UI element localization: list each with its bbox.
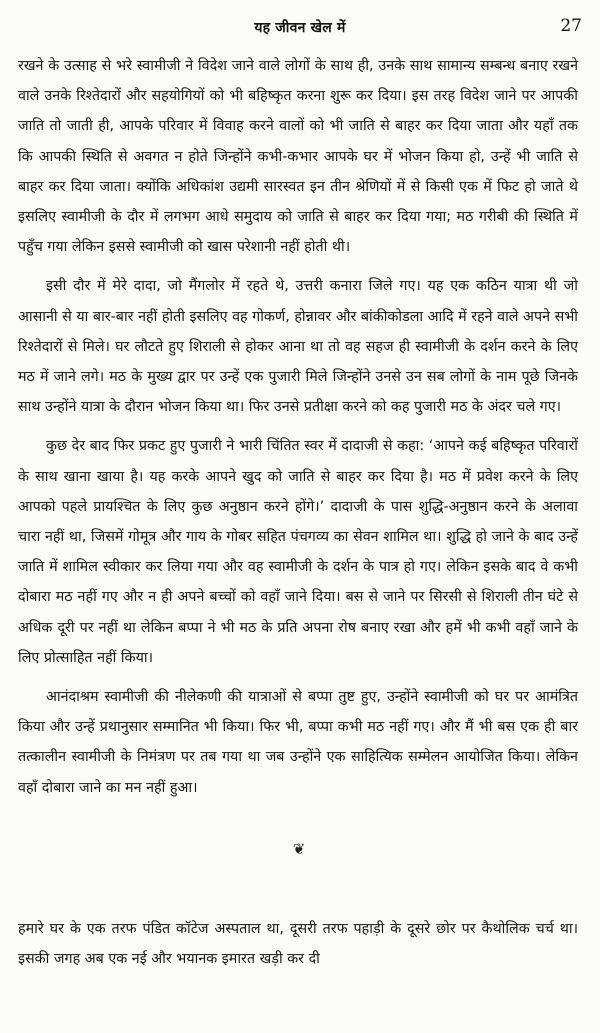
page-number: 27 (560, 16, 582, 36)
page-header (0, 18, 600, 46)
next-section-text (18, 914, 578, 974)
paragraph-2: इसी दौर में मेरे दादा, जो मैंगलोर में रहते थे, उत्तरी कनारा जिले गए। यह एक कठिन यात्रा थी जो आसानी से या बार-बार नहीं होती इसलिए वह गोकर्ण, होन्नावर और बांकीकोडला आदि में रहने वाले अपने सभी रिश्तेदारों से मिले। घर लौटते हुए शिराली से होकर आना था तो वह सहज ही स्वामीजी के दर्शन करने के लिए मठ में जाने लगे। मठ के मुख्य द्वार पर उन्हें एक पुजारी मिले जिन्होंने उनसे उन सब लोगों के नाम पूछे जिनके साथ उन्होंने यात्रा के दौरान भोजन किया था। फिर उनसे प्रतीक्षा करने को कह पुजारी मठ के अंदर चले गए। (18, 278, 578, 416)
body-text (18, 51, 578, 812)
paragraph-1: रखने के उत्साह से भरे स्वामीजी ने विदेश जाने वाले लोगों के साथ ही, उनके साथ सामान्य सम्बन्ध बनाए रखने वाले उनके रिश्तेदारों और सहयोगियों को भी बहिष्कृत करना शुरू कर दिया। इस तरह विदेश जाने पर आपकी जाति तो जाती ही, आपके परिवार में विवाह करने वालों को भी जाति से बाहर कर दिया जाता और यहाँ तक कि आपकी स्थिति से अवगत न होते जिन्होंने कभी-कभार आपके घर में भोजन किया हो, उन्हें भी जाति से बाहर कर दिया जाता। क्योंकि अधिकांश उद्यमी सारस्वत इन तीन श्रेणियों में से किसी एक में फिट हो जाते थे इसलिए स्वामीजी के दौर में लगभग आधे समुदाय को जाति से बाहर कर दिया गया; मठ गरीबी की स्थिति में पहुँच गया लेकिन इससे स्वामीजी को खास परेशानी नहीं होती थी। (18, 58, 578, 256)
running-title: यह जीवन खेल में (254, 20, 346, 36)
section-ornament-icon: ❦ (292, 840, 306, 858)
paragraph-3: कुछ देर बाद फिर प्रकट हुए पुजारी ने भारी चिंतित स्वर में दादाजी से कहा: ‘आपने कई बहिष्कृत परिवारों के साथ खाना खाया है। यह करके आपने खुद को जाति से बाहर कर दिया है। मठ में प्रवेश करने के लिए आपको पहले प्रायश्चित के लिए कुछ अनुष्ठान करने होंगे।’ दादाजी के पास शुद्धि-अनुष्ठान करने के अलावा चारा नहीं था, जिसमें गोमूत्र और गाय के गोबर सहित पंचगव्य का सेवन शामिल था। शुद्धि हो जाने के बाद उन्हें जाति में शामिल स्वीकार कर लिया गया और वह स्वामीजी के दर्शन के पात्र हो गए। लेकिन इसके बाद वे कभी दोबारा मठ नहीं गए और न ही अपने बच्चों को वहाँ जाने दिया। बस से जाने पर सिरसी से शिराली तीन घंटे से अधिक दूरी पर नहीं था लेकिन बप्पा ने भी मठ के प्रति अपना रोष बनाए रखा और हमें भी कभी वहाँ जाने के लिए प्रोत्साहित नहीं किया। (18, 438, 578, 666)
paragraph-4: आनंदाश्रम स्वामीजी की नीलेकणी की यात्राओं से बप्पा तुष्ट हुए, उन्होंने स्वामीजी को घर पर आमंत्रित किया और उन्हें प्रथानुसार सम्मानित भी किया। फिर भी, बप्पा कभी मठ नहीं गए। और मैं भी बस एक ही बार तत्कालीन स्वामीजी के निमंत्रण पर तब गया था जब उन्होंने एक साहित्यिक सम्मेलन आयोजित किया। लेकिन वहाँ दोबारा जाने का मन नहीं हुआ। (18, 689, 578, 796)
paragraph-5: हमारे घर के एक तरफ पंडित कॉटेज अस्पताल था, दूसरी तरफ पहाड़ी के दूसरे छोर पर कैथोलिक चर्च था। इसकी जगह अब एक नई और भयानक इमारत खड़ी कर दी (18, 921, 578, 968)
